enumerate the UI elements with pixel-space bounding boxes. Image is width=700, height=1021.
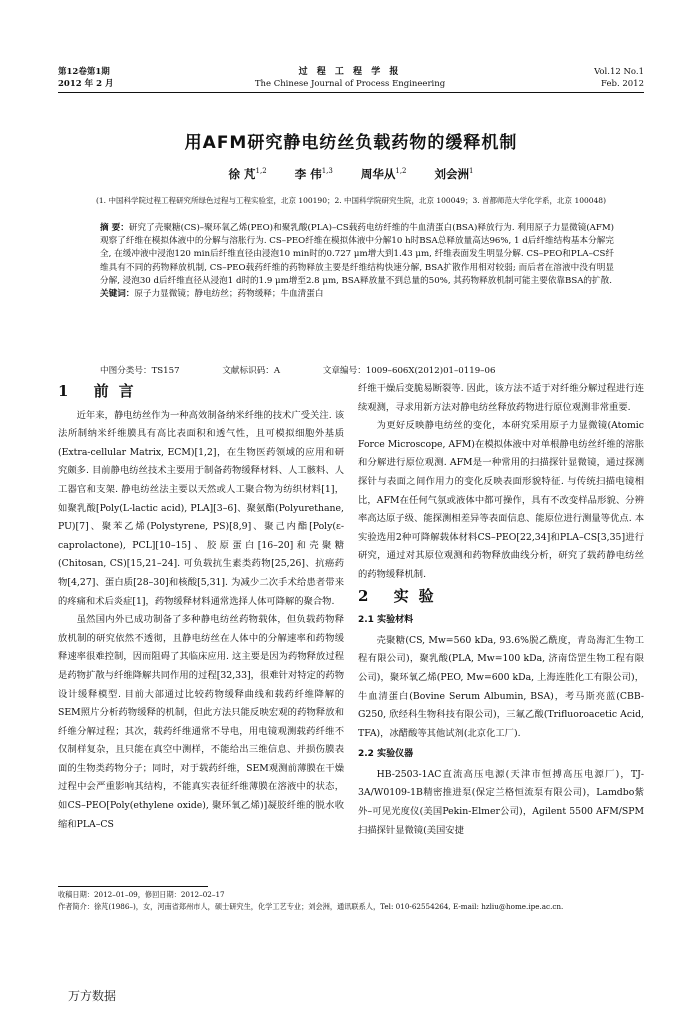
subsection-heading: 2.1 实验材料 [358,615,414,626]
abstract [100,222,614,301]
article-title: 用AFM研究静电纺丝负载药物的缓释机制 [184,133,518,153]
header-journal-en: The Chinese Journal of Process Engineering [254,79,446,89]
header-date-en: Feb. 2012 [601,79,644,89]
right-column [358,380,644,840]
header-journal-name [220,66,480,90]
section-heading: 2 实验 [358,586,444,605]
header-date: 2012 年 2 月 [58,79,114,89]
author-list [58,166,644,182]
author-info: 作者简介：徐芃(1986–)，女，河南省郑州市人，硕士研究生，化学工艺专业；刘会洲，通讯联系人，Tel: 010-62554264, E-mail: hzliu@home.ipe.ac.cn. [58,902,564,911]
paragraph: 纤维干燥后变脆易断裂等. 因此，该方法不适于对纤维分解过程进行连续观测，寻求用新方法对静电纺丝释放药物进行原位观测非常重要. [358,383,644,413]
author: 徐 芃$^{1,2}$ [228,167,267,181]
paragraph: HB-2503-1AC直流高压电源(天津市恒搏高压电源厂)，TJ-3A/W0109-1B精密推进泵(保定兰格恒流泵有限公司)，Lamdbo紫外–可见光度仪(美国Pekin-Elmer公司)，Agilent 5500 AFM/SPM扫描探针显微镜(美国安捷 [358,768,644,836]
section-heading: 1 前言 [58,382,144,400]
header-divider [58,92,644,93]
document-code: 文献标识码：A [222,366,281,376]
watermark: 万方数据 [68,989,117,1003]
header-volume: 第12卷第1期 [58,67,110,77]
subsection-heading: 2.2 实验仪器 [358,749,414,760]
clc-number: 中图分类号：TS157 [100,366,180,376]
classification-row [100,364,535,376]
abstract-text: 研究了壳聚糖(CS)–聚环氧乙烯(PEO)和聚乳酸(PLA)–CS载药电纺纤维的牛血清蛋白(BSA)释放行为. 利用原子力显微镜(AFM)观察了纤维在模拟体液中的分解与溶胀行为. CS–PEO纤维在模拟体液中分解10 h时BSA总释放量高达96%, 1 d后纤维结构基本分解完全, 在缓冲液中浸泡120 min后纤维直径由浸泡10 min时的0.727 μm增大到1.43 μm, 纤维表面发生明显分解. CS–PEO和PLA–CS纤维具有不同的药物释放机制, CS–PEO载药纤维的药物释放主要是纤维结构快速分解, BSA扩散作用相对较弱; 而后者在溶液中没有明显分解, 浸泡30 d后纤维直径从浸泡1 d时的1.9 μm增至2.8 μm, BSA释放量不到总量的50%, 其药物释放机制可能主要依靠BSA的扩散. [100,223,614,286]
paragraph: 虽然国内外已成功制备了多种静电纺丝药物载体，但负载药物释放机制的研究依然不透彻，且静电纺丝在人体中的分解速率和药物缓释速率很难控制，因而阻碍了其临床应用. 这主要是因为药物释放过程是药物扩散与纤维降解共同作用的过程[32,33]，很难针对特定的药物设计缓释模型. 目前大部通过比较药物缓释曲线和载药纤维降解的SEM照片分析药物缓释的机制，但此方法只能反映宏观的药物释放和纤维分解过程；其次，载药纤维通常不导电，用电镜观测载药纤维不仅制样复杂，且只能在真空中测样，不能给出三维信息、并损伤膜表面的生物类药物分子；同时，对于载药纤维，SEM观测前薄膜在干燥过程中会严重影响其结构，不能真实表征纤维薄膜在溶液中的状态，如CS–PEO[Poly(ethylene oxide), 聚环氧乙烯)]凝胶纤维的脱水收缩和PLA–CS [58,614,344,830]
paragraph: 为更好反映静电纺丝的变化，本研究采用原子力显微镜(Atomic Force Microscope, AFM)在模拟体液中对单根静电纺丝纤维的溶胀和分解进行原位观测. AFM是一种常用的扫描探针显微镜，通过探测探针与表面之间作用力的变化反映表面形貌特征. 与传统扫描电镜相比，AFM在任何气氛或液体中都可操作，具有不改变样品形貌、分辨率高达原子级、能探测相差异等表面信息、能原位进行测量等优点. 本实验选用2种可降解载体材料CS–PEO[22,34]和PLA–CS[3,35]进行研究，通过对其原位观测和药物释放曲线分析，研究了载药静电纺丝的药物缓释机制. [358,420,644,580]
keywords: 原子力显微镜；静电纺丝；药物缓释；牛血清蛋白 [134,289,324,300]
affiliations: (1. 中国科学院过程工程研究所绿色过程与工程实验室，北京 100190；2. 中国科学院研究生院，北京 100049；3. 首都师范大学化学系，北京 100048) [95,196,606,205]
header-volume-en [594,66,644,90]
article-number: 文章编号：1009–606X(2012)01–0119–06 [322,366,496,376]
received-date: 收稿日期：2012–01–09，修回日期：2012–02–17 [58,890,225,899]
author: 刘会洲$^1$ [434,167,474,181]
header-vol-no: Vol.12 No.1 [594,67,644,77]
header-volume-info [58,66,113,90]
paragraph: 壳聚糖(CS, Mw=560 kDa, 93.6%脱乙酰度，青岛海汇生物工程有限公司)，聚乳酸(PLA, Mw=100 kDa, 济南岱罡生物工程有限公司)，聚环氧乙烯(PEO, Mw=600 kDa, 上海连胜化工有限公司)，牛血清蛋白(Bovine Serum Albumin, BSA)，考马斯亮蓝(CBB-G250, 欣经科生物科技有限公司)，三氟乙酸(Trifluoroacetic Acid, TFA)，冰醋酸等其他试剂(北京化工厂). [358,634,644,739]
footnotes [58,889,644,913]
keywords-label: 关键词： [100,289,135,300]
paragraph: 近年来，静电纺丝作为一种高效制备纳米纤维的技术广受关注. 该法所制纳米纤维膜具有高比表面积和透气性，且可模拟细胞外基质(Extra-cellular Matrix, ECM)[1,2]，在生物医药领域的应用和研究颇多. 目前静电纺丝技术主要用于制备药物缓释材料、人工骸料、人工器官和支架. 静电纺丝法主要以天然或人工聚合物为纺织材料[1]，如聚乳酸[Poly(L-lactic acid), PLA][3–6]、聚氨酯(Polyurethane, PU)[7]、聚苯乙烯(Polystyrene, PS)[8,9]、聚己内酯[Poly(ε-caprolactone), PCL][10–15]、胶原蛋白[16–20]和壳聚糖(Chitosan, CS)[15,21–24]. 可负载抗生素类药物[25,26]、抗癌药物[4,27]、蛋白质[28–30]和核酸[5,31]. 为减少二次手术给患者带来的疼痛和术后炎症[1]，药物缓释材料通常选择人体可降解的聚合物. [58,409,344,607]
author: 周华从$^{1,2}$ [360,167,407,181]
author: 李 伟$^{1,3}$ [294,167,333,181]
left-column [58,380,344,834]
footnote-divider [58,886,208,887]
header-journal-cn: 过 程 工 程 学 报 [298,67,402,77]
abstract-label: 摘 要： [100,223,129,233]
